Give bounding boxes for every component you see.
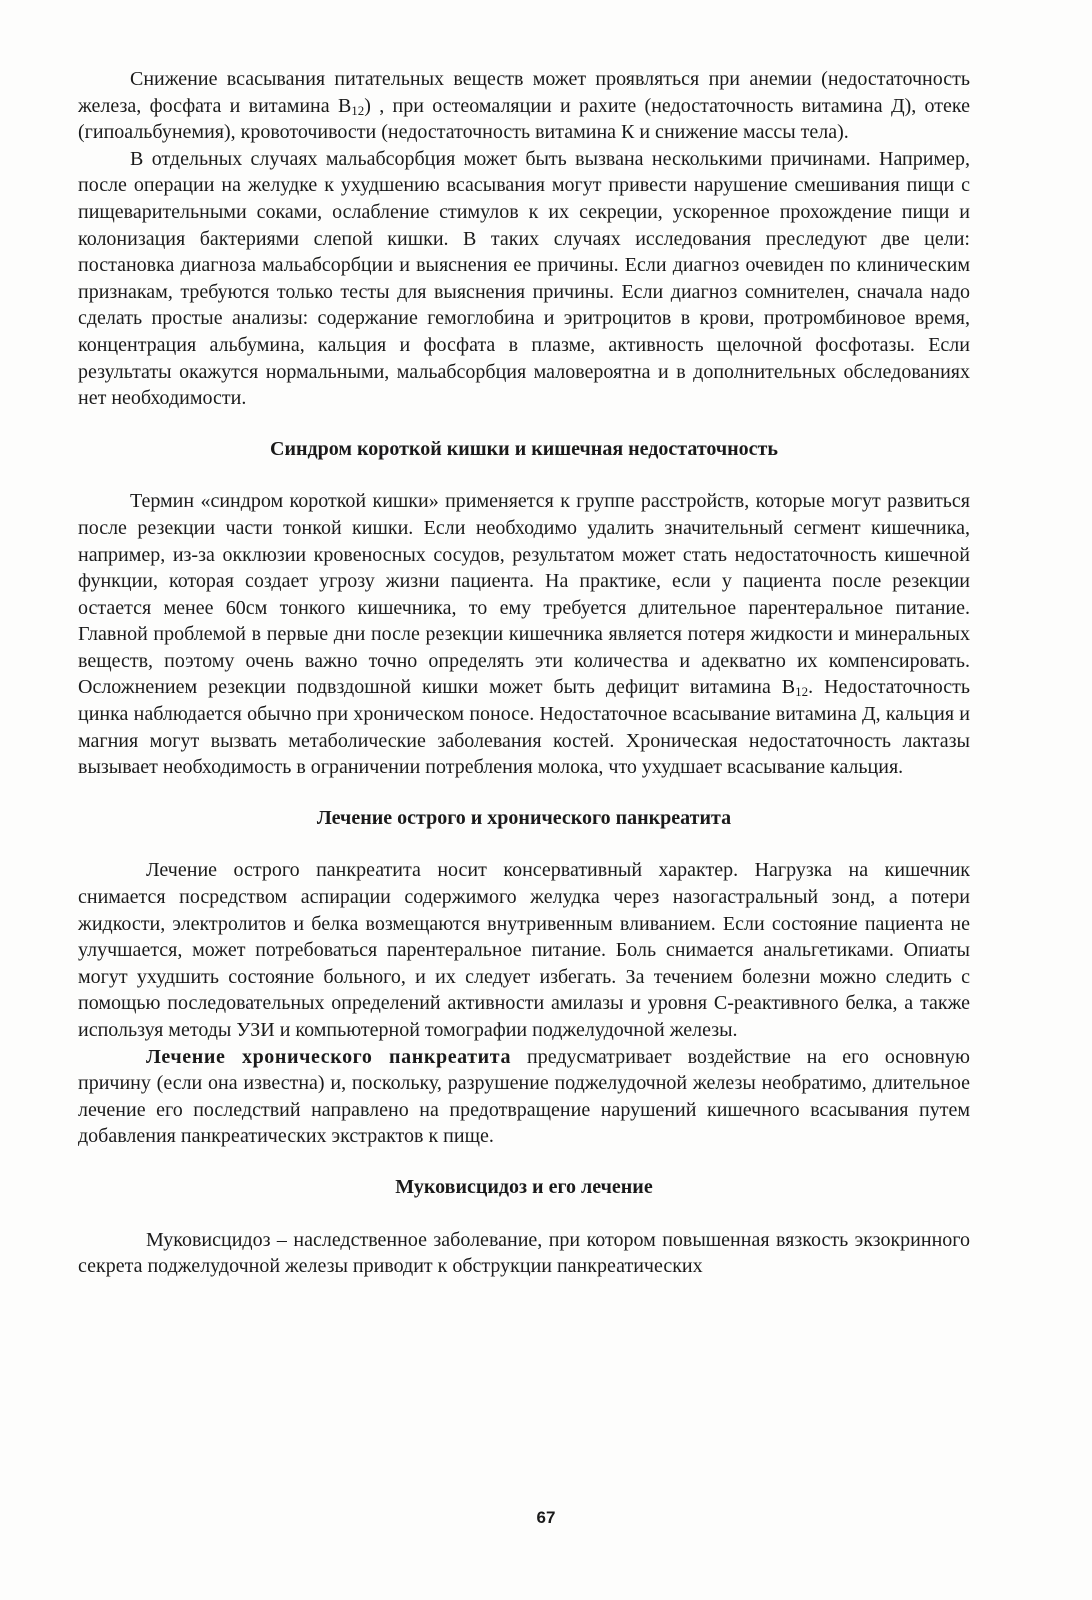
document-body [78,66,970,1280]
section-heading-cystic-fibrosis: Муковисцидоз и его лечение [395,1175,653,1198]
cystic-fibrosis-paragraph: Муковисцидоз – наследственное заболевание, при котором повышенная вязкость экзокринного секрета поджелудочной железы приводит к обструкции панкреатических [78,1228,970,1278]
chronic-pancreatitis-paragraph [78,1044,970,1150]
acute-pancreatitis-paragraph: Лечение острого панкреатита носит консервативный характер. Нагрузка на кишечник снимается посредством аспирации содержимого желудка через назогастральный зонд, а потери жидкости, электролитов и белка возмещаются внутривенным вливанием. Если состояние пациента не улучшается, может потребоваться парентеральное питание. Боль снимается анальгетиками. Опиаты могут ухудшить состояние больного, и их следует избегать. За течением болезни можно следить с помощью последовательных определений активности амилазы и уровня С-реактивного белка, а также используя методы УЗИ и компьютерной томографии поджелудочной железы. [78,859,970,1041]
short-bowel-paragraph [78,488,970,781]
subscript-12: 12 [795,684,809,700]
short-bowel-text-a: Термин «синдром короткой кишки» применяется к группе расстройств, которые могут развиться после резекции части тонкой кишки. Если необходимо удалить значительный сегмент кишечника, например, из-за окклюзии кровеносных сосудов, результатом может стать недостаточность кишечной функции, которая создает угрозу жизни пациента. На практике, если у пациента после резекции остается менее 60см тонкого кишечника, то ему требуется длительное парентеральное питание. Главной проблемой в первые дни после резекции кишечника является потеря жидкости и минеральных веществ, поэтому очень важно точно определять эти количества и адекватно их компенсировать. Осложнением резекции подвздошной кишки может быть дефицит витамина B [78,490,970,699]
chronic-pancreatitis-text: предусматривает воздействие на его основную причину (если она известна) и, поскольку, разрушение поджелудочной железы необратимо, длительное лечение его последствий направлено на предотвращение нарушений кишечного всасывания путем добавления панкреатических экстрактов к пище. [78,1045,970,1148]
chronic-pancreatitis-term: Лечение хронического панкреатита [146,1045,512,1068]
page-number: 67 [536,1508,556,1527]
intro-paragraph-1-text-a: Снижение всасывания питательных веществ может проявляться при анемии (недостаточность железа, фосфата и витамина B [78,68,970,117]
short-bowel-text-b: . Недостаточность цинка наблюдается обычно при хроническом поносе. Недостаточное всасывание витамина Д, кальция и магния могут вызвать метаболические заболевания костей. Хроническая недостаточность лактазы вызывает необходимость в ограничении потребления молока, что ухудшает всасывание кальция. [78,676,970,779]
intro-paragraph-2: В отдельных случаях мальабсорбция может быть вызвана несколькими причинами. Например, после операции на желудке к ухудшению всасывания могут привести нарушение смешивания пищи с пищеварительными соками, ослабление стимулов к их секреции, ускоренное прохождение пищи и колонизация бактериями слепой кишки. В таких случаях исследования преследуют две цели: постановка диагноза мальабсорбции и выяснения ее причины. Если диагноз очевиден по клиническим признакам, требуются только тесты для выяснения причины. Если диагноз сомнителен, сначала надо сделать простые анализы: содержание гемоглобина и эритроцитов в крови, протромбиновое время, концентрация альбумина, кальция и фосфата в плазме, активность щелочной фосфотазы. Если результаты окажутся нормальными, мальабсорбция маловероятна и в дополнительных обследованиях нет необходимости. [78,147,970,410]
subscript-12: 12 [351,102,365,118]
section-heading-short-bowel: Синдром короткой кишки и кишечная недостаточность [270,437,778,460]
section-heading-pancreatitis: Лечение острого и хронического панкреатита [316,806,732,829]
intro-paragraph-1-text-b: ) , при остеомаляции и рахите (недостаточность витамина Д), отеке (гипоальбунемия), кровоточивости (недостаточность витамина К и снижение массы тела). [78,94,970,144]
intro-paragraph-1 [78,66,970,146]
